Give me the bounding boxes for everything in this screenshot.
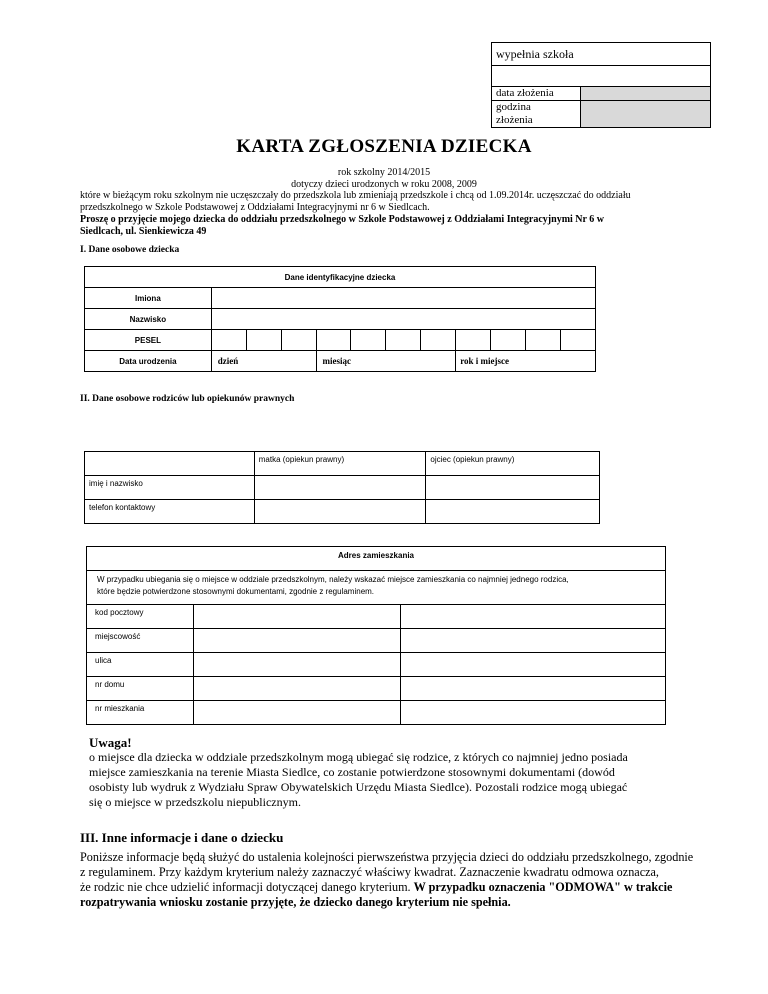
notice-line-1: o miejsce dla dziecka w oddziale przedszkolnym mogą ubiegać się rodzice, z których co najmniej jedno posiada xyxy=(89,750,628,764)
school-use-box xyxy=(491,42,711,128)
parents-table xyxy=(84,451,600,524)
pesel-digit-box[interactable] xyxy=(560,330,595,351)
notice-text xyxy=(89,750,709,810)
birth-month-field[interactable] xyxy=(316,351,456,372)
intro-text xyxy=(80,190,680,238)
section-3-title: III. Inne informacje i dane o dziecku xyxy=(80,830,284,845)
school-box-gap xyxy=(492,66,711,87)
notice-line-3: osobisty lub wydruk z Wydziału Spraw Obywatelskich Urzędu Miasta Siedlce). Pozostali rodzice mogą ubiegać xyxy=(89,780,628,794)
pesel-digit-box[interactable] xyxy=(246,330,281,351)
birth-day-label: dzień xyxy=(217,356,239,366)
pesel-digit-box[interactable] xyxy=(456,330,491,351)
city-mother-field[interactable] xyxy=(194,629,401,653)
postal-code-father-field[interactable] xyxy=(401,605,666,629)
section-1-title: I. Dane osobowe dziecka xyxy=(80,245,180,255)
mother-header: matka (opiekun prawny) xyxy=(254,452,426,476)
street-label: ulica xyxy=(87,653,194,677)
pesel-digit-box[interactable] xyxy=(281,330,316,351)
submission-date-field[interactable] xyxy=(581,87,711,101)
address-note xyxy=(87,571,666,605)
birth-year-place-field[interactable] xyxy=(456,351,596,372)
submission-time-label xyxy=(492,101,581,128)
parents-table-corner xyxy=(85,452,255,476)
apartment-number-label: nr mieszkania xyxy=(87,701,194,725)
parent-name-label: imię i nazwisko xyxy=(85,476,255,500)
request-line-1: Proszę o przyjęcie mojego dziecka do oddziału przedszkolnego w Szkole Podstawowej z Oddziałami Integracyjnymi Nr 6 w xyxy=(80,214,605,225)
birth-years: dotyczy dzieci urodzonych w roku 2008, 2009 xyxy=(291,179,477,190)
first-names-label: Imiona xyxy=(85,288,212,309)
birth-date-label: Data urodzenia xyxy=(85,351,212,372)
mother-phone-field[interactable] xyxy=(254,500,426,524)
house-number-mother-field[interactable] xyxy=(194,677,401,701)
pesel-digit-box[interactable] xyxy=(386,330,421,351)
father-phone-field[interactable] xyxy=(426,500,600,524)
house-number-father-field[interactable] xyxy=(401,677,666,701)
school-year: rok szkolny 2014/2015 xyxy=(337,167,431,178)
postal-code-mother-field[interactable] xyxy=(194,605,401,629)
pesel-digit-box[interactable] xyxy=(211,330,246,351)
notice-line-4: się o miejsce w przedszkolu niepublicznym. xyxy=(89,795,301,809)
pesel-digit-box[interactable] xyxy=(526,330,561,351)
birth-month-label: miesiąc xyxy=(322,356,352,366)
street-mother-field[interactable] xyxy=(194,653,401,677)
section-3-line-4: rozpatrywania wniosku zostanie przyjęte, że dziecko danego kryterium nie spełnia. xyxy=(80,895,511,909)
intro-line-2: przedszkolnego w Szkole Podstawowej z Oddziałami Integracyjnymi nr 6 w Siedlcach. xyxy=(80,202,430,213)
submission-date-label: data złożenia xyxy=(492,87,581,101)
section-3-line-3-text: że rodzic nie chce udzielić informacji dotyczącej danego kryterium. xyxy=(80,880,414,894)
birth-day-field[interactable] xyxy=(211,351,316,372)
birth-year-place-label: rok i miejsce xyxy=(460,356,510,366)
surname-label: Nazwisko xyxy=(85,309,212,330)
pesel-digit-box[interactable] xyxy=(351,330,386,351)
pesel-digit-box[interactable] xyxy=(316,330,351,351)
pesel-digit-box[interactable] xyxy=(491,330,526,351)
section-3-line-1: Poniższe informacje będą służyć do ustalenia kolejności pierwszeństwa przyjęcia dzieci do oddziału przedszkolnego, zgodnie xyxy=(80,850,694,864)
pesel-label: PESEL xyxy=(85,330,212,351)
notice-title: Uwaga! xyxy=(89,735,132,750)
submission-time-field[interactable] xyxy=(581,101,711,128)
apartment-number-father-field[interactable] xyxy=(401,701,666,725)
intro-line-1: które w bieżącym roku szkolnym nie uczęszczały do przedszkola lub zmieniają przedszkole i chcą od 1.09.2014r. uczęszczać do oddziału xyxy=(80,190,631,201)
father-header: ojciec (opiekun prawny) xyxy=(426,452,600,476)
page-title: KARTA ZGŁOSZENIA DZIECKA xyxy=(236,136,532,157)
address-table xyxy=(86,546,666,725)
section-3-text xyxy=(80,850,760,910)
address-header: Adres zamieszkania xyxy=(87,547,666,571)
postal-code-label: kod pocztowy xyxy=(87,605,194,629)
first-names-field[interactable] xyxy=(211,288,595,309)
city-label: miejscowość xyxy=(87,629,194,653)
section-3-line-3 xyxy=(80,880,760,895)
submission-time-label-line2: złożenia xyxy=(496,114,533,126)
house-number-label: nr domu xyxy=(87,677,194,701)
request-line-2: Siedlcach, ul. Sienkiewicza 49 xyxy=(80,226,207,237)
surname-field[interactable] xyxy=(211,309,595,330)
mother-name-field[interactable] xyxy=(254,476,426,500)
notice-line-2: miejsce zamieszkania na terenie Miasta Siedlce, co zostanie potwierdzone stosownymi dokumentami (dowód xyxy=(89,765,615,779)
pesel-digit-box[interactable] xyxy=(421,330,456,351)
address-note-line-1: W przypadku ubiegania się o miejsce w oddziale przedszkolnym, należy wskazać miejsce zamieszkania co najmniej jednego rodzica, xyxy=(97,575,569,584)
section-3-line-3-bold: W przypadku oznaczenia "ODMOWA" w trakcie xyxy=(413,880,673,894)
father-name-field[interactable] xyxy=(426,476,600,500)
submission-time-label-line1: godzina xyxy=(496,101,531,113)
apartment-number-mother-field[interactable] xyxy=(194,701,401,725)
child-table-header: Dane identyfikacyjne dziecka xyxy=(85,267,596,288)
section-3-line-2: z regulaminem. Przy każdym kryterium należy zaznaczyć właściwy kwadrat. Zaznaczenie kwadratu odmowa oznacza, xyxy=(80,865,659,879)
section-2-title: II. Dane osobowe rodziców lub opiekunów prawnych xyxy=(80,394,295,404)
parent-phone-label: telefon kontaktowy xyxy=(85,500,255,524)
child-data-table xyxy=(84,266,596,372)
address-note-line-2: które będzie potwierdzone stosownymi dokumentami, zgodnie z regulaminem. xyxy=(97,587,375,596)
school-box-header: wypełnia szkoła xyxy=(492,43,711,66)
street-father-field[interactable] xyxy=(401,653,666,677)
city-father-field[interactable] xyxy=(401,629,666,653)
